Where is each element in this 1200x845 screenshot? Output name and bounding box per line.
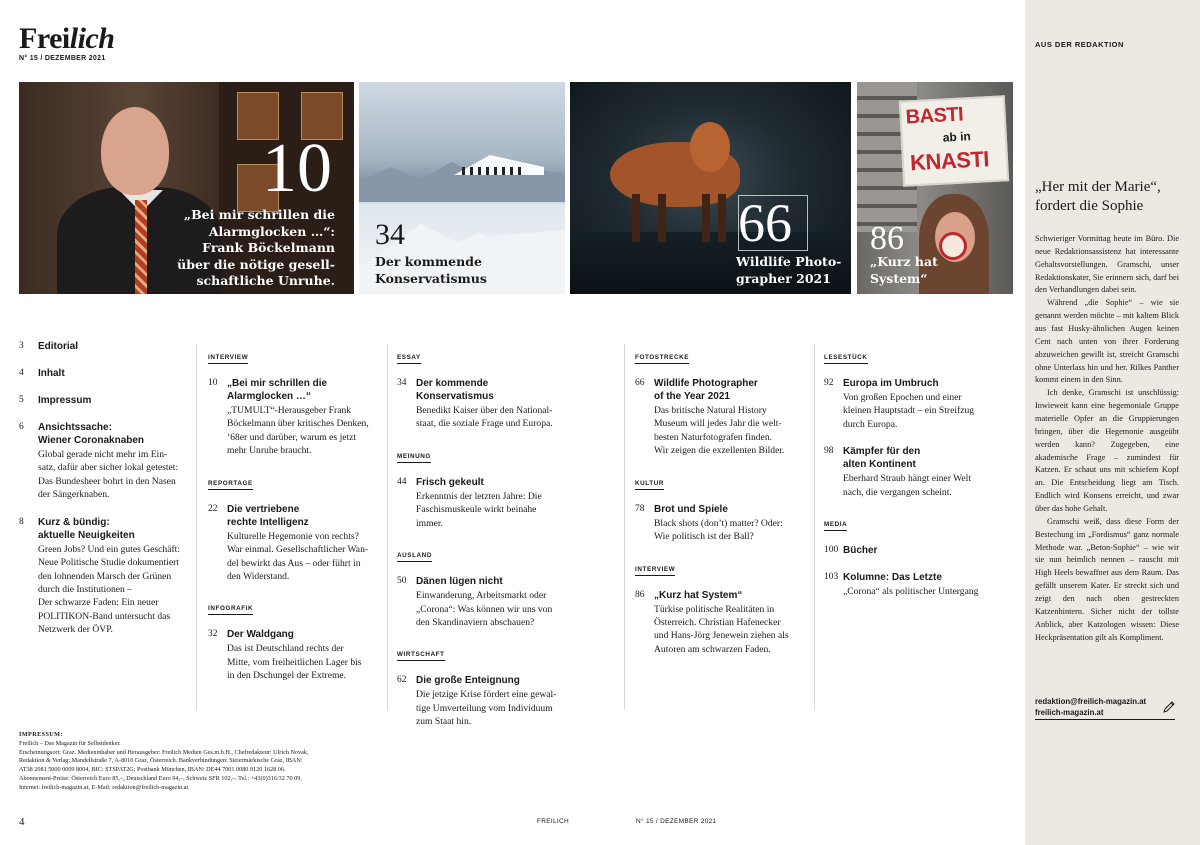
section-label: WIRTSCHAFT	[397, 651, 445, 661]
section-label: KULTUR	[635, 480, 664, 490]
toc-entry[interactable]	[397, 674, 567, 728]
toc-column-1	[19, 340, 187, 651]
hikers	[462, 167, 526, 175]
toc-entry[interactable]	[824, 377, 1016, 431]
logo-main: Frei	[19, 22, 70, 55]
toc-description: Erkenntnis der letzten Jahre: Die Faschismuskeule wirkt beinahe immer.	[416, 490, 542, 529]
toc-entry[interactable]	[19, 340, 187, 353]
section-label: INTERVIEW	[635, 566, 675, 576]
tile-page-number: 10	[262, 130, 332, 207]
toc-title: Impressum	[38, 395, 92, 406]
sidebar-paragraph: Ich denke, Gramschi ist unschlüssig: Inwieweit kann eine hegemoniale Gruppe materielle Opfer an die Gruppierungen bringen, über die Hegemonie ausgeübt werden kann? Zugegeben, eine akademische Frage – zumindest für Katzen. Er schaut uns mit schiefem Kopf an. Die Entscheidung liegt am Tisch. Endlich wird Konsens erreicht, und zwar über das hohe Gehalt.	[1035, 388, 1179, 514]
toc-title: Brot und Spiele	[654, 503, 728, 515]
toc-title: „Kurz hat System“	[654, 589, 743, 601]
toc-description: Von großen Epochen und einer kleinen Hauptstadt – ein Streifzug durch Europa.	[843, 392, 975, 430]
toc-description: Global gerade nicht mehr im Ein- satz, dafür aber sicher lokal getestet: Das Bundesheer bohrt in den Nasen der Sängerknaben.	[38, 449, 179, 501]
section-label: INTERVIEW	[208, 354, 248, 364]
toc-page: 5	[19, 395, 24, 405]
portrait-head	[101, 107, 169, 195]
toc-page: 44	[397, 476, 407, 487]
toc-title: Die große Enteignung	[416, 675, 520, 687]
toc-entry[interactable]	[208, 628, 380, 682]
fox-leg	[702, 194, 710, 242]
toc-entry[interactable]	[397, 476, 567, 530]
column-divider	[387, 344, 388, 710]
toc-description: Benedikt Kaiser über den National- staat, die soziale Frage und Europa.	[416, 405, 553, 430]
toc-title: Die vertriebene rechte Intelligenz	[227, 503, 309, 528]
toc-page: 86	[635, 589, 645, 600]
toc-description: Black shots (don’t) matter? Oder: Wie politisch ist der Ball?	[654, 517, 783, 543]
footer-magazine-name: FREILICH	[537, 818, 570, 825]
toc-entry[interactable]	[635, 377, 805, 458]
toc-page: 78	[635, 503, 645, 514]
impressum-line: Erscheinungsort: Graz. Medieninhaber und Herausgeber: Freilich Medien Ges.m.b.H., Chefredakteur: Ulrich Novak,	[19, 748, 309, 756]
protester-mask	[939, 232, 967, 260]
toc-title: Kurz & bündig: aktuelle Neuigkeiten	[38, 516, 135, 541]
tile-kurz-photo[interactable]	[857, 82, 1013, 294]
toc-column-2	[208, 346, 380, 697]
toc-entry[interactable]	[824, 544, 1016, 557]
toc-title: Frisch gekeult	[416, 476, 484, 488]
toc-entry[interactable]	[824, 571, 1016, 598]
toc-title: Kämpfer für den alten Kontinent	[843, 446, 921, 471]
fox-leg	[718, 194, 726, 242]
toc-description: Das britische Natural History Museum will jedes Jahr die welt- besten Naturfotografen finden. Wir zeigen die exzellenten Bilder.	[654, 405, 785, 457]
toc-title: Der kommende Konservatismus	[416, 378, 494, 402]
protest-sign	[899, 95, 1009, 186]
section-label: REPORTAGE	[208, 480, 253, 490]
toc-entry[interactable]	[19, 421, 187, 502]
tile-wildlife-photo[interactable]	[570, 82, 851, 294]
footer-issue: N° 15 / DEZEMBER 2021	[636, 818, 717, 825]
sign-text: BASTI	[905, 103, 964, 129]
fox-leg	[658, 194, 666, 242]
sidebar-paragraph: Schwieriger Vormittag heute im Büro. Die neue Redaktionsassistenz hat interessante Gehaltsvorstellungen. Gramschi, unser Redaktionskater, Sie erinnern sich, darf bei den Verhandlungen dabei sein.	[1035, 234, 1179, 295]
impressum-line: Internet: freilich-magazin.at, E-Mail: redaktion@freilich-magazin.at	[19, 783, 189, 791]
toc-title: Ansichtssache: Wiener Coronaknaben	[38, 422, 145, 446]
toc-column-5	[824, 346, 1016, 613]
column-divider	[814, 344, 815, 710]
toc-description: Kulturelle Hegemonie von rechts? War einmal. Gesellschaftlicher Wan- del bewirkt das Aus – oder führt in den Widerstand.	[227, 530, 369, 582]
section-label: INFOGRAFIK	[208, 605, 253, 615]
toc-page: 50	[397, 576, 407, 587]
pencil-icon	[1162, 700, 1176, 714]
toc-title: Wildlife Photographer of the Year 2021	[654, 378, 758, 402]
toc-page: 98	[824, 446, 834, 457]
sign-text: ab in	[942, 129, 972, 145]
section-label: LESESTÜCK	[824, 354, 868, 364]
toc-page: 103	[824, 572, 839, 583]
section-label: MEINUNG	[397, 453, 431, 463]
portrait-tie	[135, 200, 147, 294]
toc-entry[interactable]	[635, 503, 805, 544]
logo-italic: lich	[69, 22, 115, 55]
toc-entry[interactable]	[208, 503, 380, 584]
impressum-line: AT38 2081 5000 0009 8004, BIC: STSPAT2G; Postbank München, IBAN: DE44 7001 0080 0120 1628 06.	[19, 766, 286, 774]
toc-description: „Corona“ als politischer Untergang	[843, 586, 979, 598]
toc-description: Das ist Deutschland rechts der Mitte, vom freiheitlichen Lager bis in den Dschungel der Extreme.	[227, 643, 362, 682]
tile-caption: Der kommende Konservatismus	[375, 254, 487, 286]
toc-page: 4	[19, 368, 24, 378]
tile-page-number: 86	[870, 220, 904, 257]
sidebar-header: AUS DER REDAKTION	[1035, 40, 1124, 49]
issue-line: N° 15 / DEZEMBER 2021	[19, 55, 106, 62]
sign-text: KNASTI	[909, 146, 990, 176]
contact-email-link[interactable]: redaktion@freilich-magazin.at	[1035, 697, 1147, 706]
toc-title: Der Waldgang	[227, 629, 294, 641]
impressum-block	[19, 731, 369, 793]
section-label: AUSLAND	[397, 552, 432, 562]
tile-page-number: 66	[738, 193, 792, 253]
page-folio: 4	[19, 816, 25, 828]
toc-description: Green Jobs? Und ein gutes Geschäft: Neue Politische Studie dokumentiert den lohnenden Marsch der Grünen durch die Institutionen – Der schwarze Faden: Ein neuer POLITIKON-Band untersucht das Netzwerk der ÖVP.	[38, 543, 180, 636]
tile-interview-photo[interactable]	[19, 82, 354, 294]
toc-description: Türkise politische Realitäten in Österreich. Christian Hafenecker und Hans-Jörg Jenewein ziehen als Autoren am schwarzen Faden.	[654, 603, 789, 655]
impressum-line: Freilich – Das Magazin für Selbstdenker.	[19, 739, 121, 747]
tile-caption: Wildlife Photo- grapher 2021	[736, 254, 842, 286]
toc-description: Die jetzige Krise fördert eine gewal- tige Umverteilung vom Individuum zum Staat hin.	[416, 689, 557, 728]
toc-page: 8	[19, 516, 24, 527]
sidebar-paragraph: Gramschi weiß, dass diese Form der Bestechung im „Fordismus“ ganz normale Methode war. „Beton-Sophie“ – wie wir sie nun heimlich nennen – rauscht mit High Heels bewaffnet aus dem Raum. Das gefällt unserem Kater. Er streckt sich und zeigt den nach oben gestreckten Katzenhintern. Sicher nicht der tollste Anblick, aber Katzologen wissen: Diese Heckpräsentation gilt als Kompliment.	[1035, 516, 1179, 642]
sidebar-title: „Her mit der Marie“, fordert die Sophie	[1035, 179, 1161, 214]
toc-entry[interactable]	[208, 377, 380, 458]
impressum-line: Redaktion & Verlag: Mandellstraße 7, A-8010 Graz, Österreich. Bankverbindungen: Steiermärkische Graz, IBAN:	[19, 757, 303, 765]
toc-entry[interactable]	[635, 589, 805, 657]
magazine-logo	[19, 22, 114, 56]
toc-page: 3	[19, 341, 24, 351]
section-label: MEDIA	[824, 521, 847, 531]
toc-title: „Bei mir schrillen die Alarmglocken …“	[227, 378, 328, 402]
sidebar-body	[1035, 233, 1179, 645]
contact-web-link[interactable]: freilich-magazin.at	[1035, 707, 1104, 717]
toc-entry[interactable]	[19, 367, 187, 380]
toc-title: Editorial	[38, 341, 79, 352]
toc-description: Eberhard Straub hängt einer Welt nach, die vergangen scheint.	[843, 473, 971, 498]
tile-caption: „Kurz hat System“	[870, 254, 938, 286]
toc-title: Bücher	[843, 545, 878, 557]
sidebar-paragraph: Während „die Sophie“ – wie sie genannt werden möchte – mit kaltem Blick aus fast Husky-ähnlichen Augen keinen Cent nach unten von ihrer Forderung abzuweichen gewillt ist, streicht Gramschi ohne Unterlass hin und her. Rilkes Panther kommt einem in den Sinn.	[1035, 298, 1179, 385]
fox-leg	[632, 194, 640, 242]
toc-page: 100	[824, 545, 839, 556]
tile-essay-photo[interactable]	[359, 82, 565, 294]
toc-description: Einwanderung, Arbeitsmarkt oder „Corona“: Was können wir uns von den Skandinaviern abschauen?	[416, 590, 553, 628]
toc-entry[interactable]	[397, 377, 567, 431]
toc-page: 6	[19, 422, 24, 432]
tile-page-number: 34	[375, 218, 405, 251]
column-divider	[624, 344, 625, 710]
mountains	[359, 152, 565, 202]
toc-title: Dänen lügen nicht	[416, 576, 503, 588]
sidebar-contact	[1035, 697, 1146, 719]
toc-title: Kolumne: Das Letzte	[843, 572, 942, 584]
toc-entry[interactable]	[19, 516, 187, 637]
toc-title: Inhalt	[38, 368, 65, 379]
toc-entry[interactable]	[397, 575, 567, 629]
column-divider	[196, 344, 197, 710]
fox-head	[690, 122, 730, 172]
impressum-heading: IMPRESSUM:	[19, 731, 63, 738]
tile-caption: „Bei mir schrillen die Alarmglocken …“: Frank Böckelmann über die nötige gesell- schaftliche Unruhe.	[177, 207, 335, 288]
toc-entry[interactable]	[19, 394, 187, 407]
toc-page: 32	[208, 629, 218, 640]
toc-entry[interactable]	[824, 445, 1016, 499]
toc-description: „TUMULT“-Herausgeber Frank Böckelmann über kritisches Denken, ’68er und darüber, warum es jetzt mehr Unruhe braucht.	[227, 405, 369, 457]
contact-underline	[1035, 719, 1175, 720]
toc-page: 92	[824, 378, 834, 388]
toc-page: 66	[635, 378, 645, 388]
toc-page: 34	[397, 378, 407, 388]
section-label: ESSAY	[397, 354, 421, 364]
toc-page: 22	[208, 503, 218, 514]
section-label: FOTOSTRECKE	[635, 354, 689, 364]
toc-column-4	[635, 346, 805, 670]
toc-title: Europa im Umbruch	[843, 378, 939, 389]
toc-page: 62	[397, 675, 407, 686]
toc-page: 10	[208, 378, 218, 388]
impressum-line: Abonnement-Preise: Österreich Euro 85,–, Deutschland Euro 94,–, Schweiz SFR 102,–. Tel.: +43(0)316/32 70 09,	[19, 774, 302, 782]
toc-column-3	[397, 346, 567, 743]
